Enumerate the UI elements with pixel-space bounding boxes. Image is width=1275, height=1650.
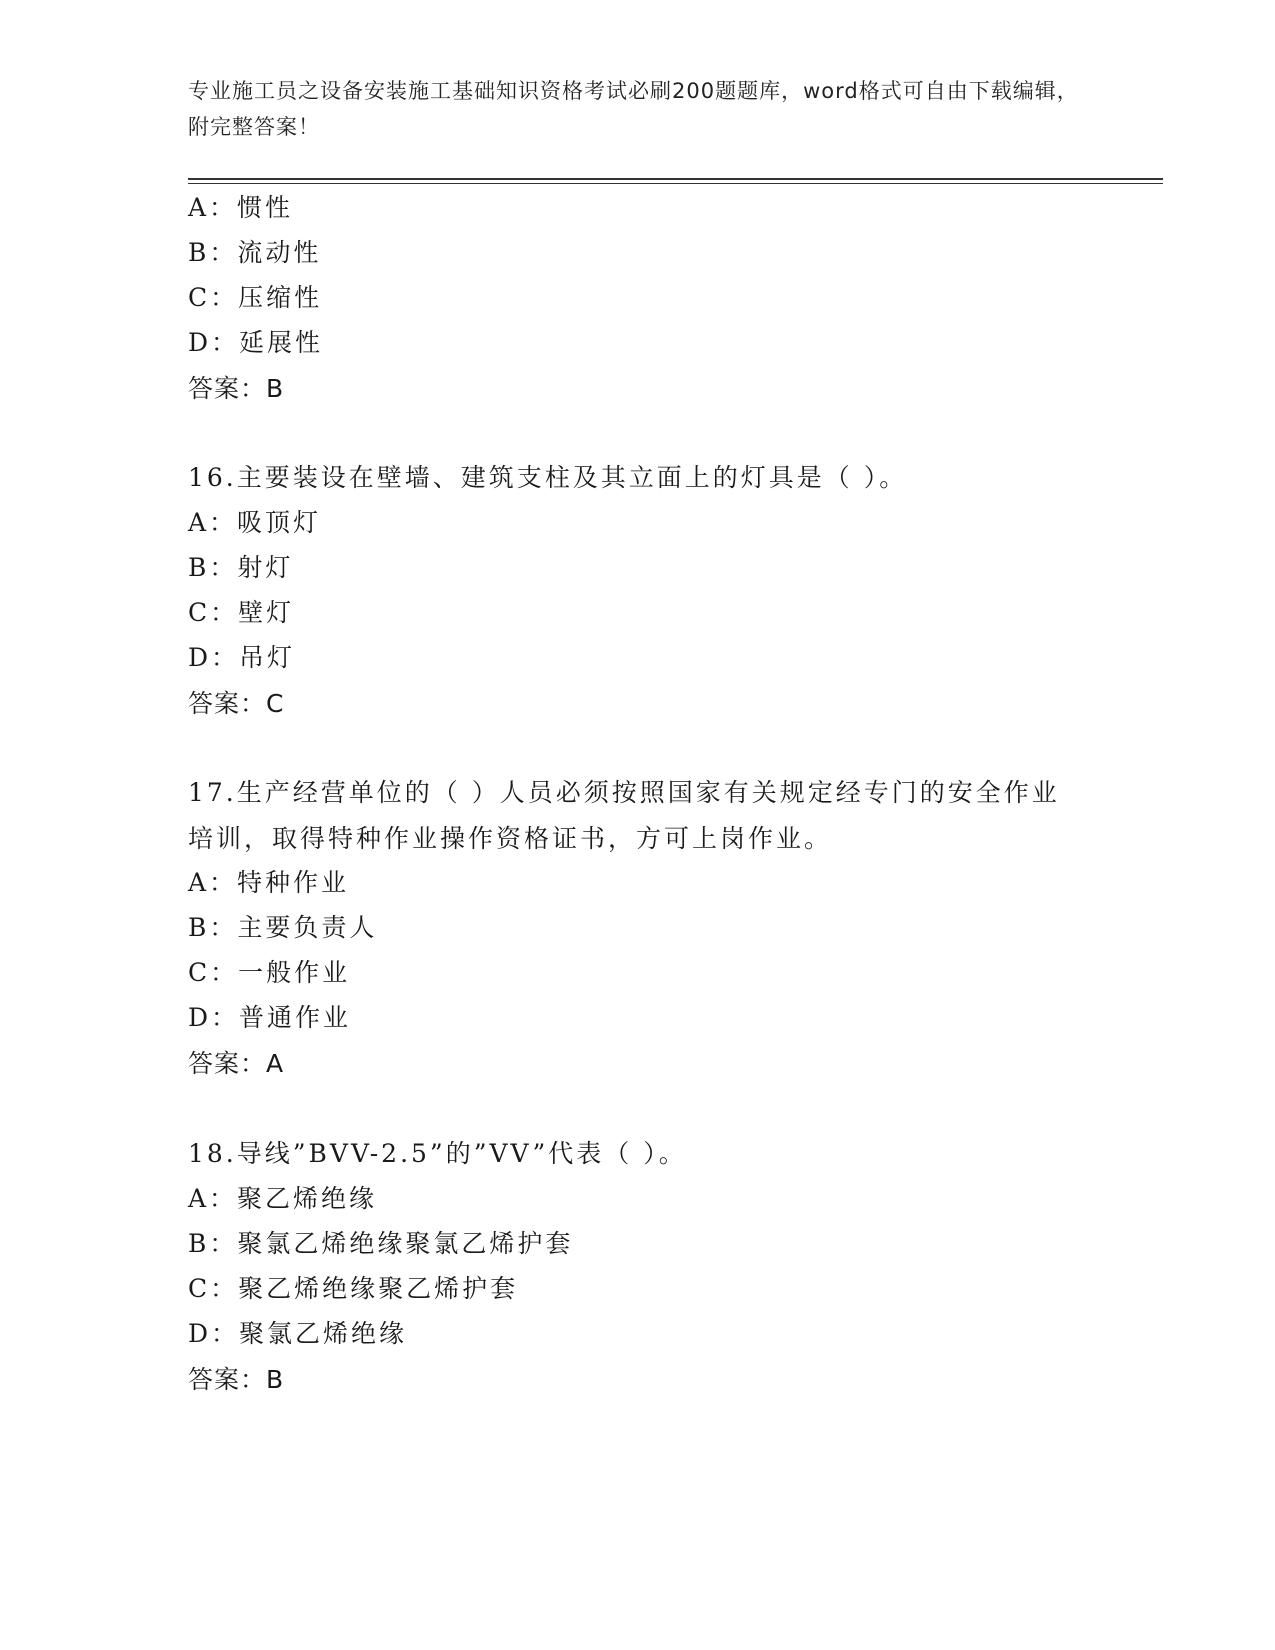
q15-option-a: A：惯性 — [188, 193, 294, 222]
q18-option-a: A：聚乙烯绝缘 — [188, 1184, 378, 1213]
q15-option-b: B：流动性 — [188, 238, 322, 267]
q15-option-d: D：延展性 — [188, 328, 324, 357]
q17-option-b: B：主要负责人 — [188, 913, 378, 942]
q18-option-b: B：聚氯乙烯绝缘聚氯乙烯护套 — [188, 1229, 574, 1258]
q18-answer: 答案：B — [188, 1365, 285, 1394]
q16-answer: 答案：C — [188, 689, 285, 718]
header-divider-thin — [188, 183, 1163, 184]
q17-option-d: D：普通作业 — [188, 1003, 352, 1032]
q17-option-a: A：特种作业 — [188, 868, 350, 897]
page-header-title: 专业施工员之设备安装施工基础知识资格考试必刷200题题库，word格式可自由下载编辑，附完整答案！ — [188, 79, 1079, 139]
q16-option-c: C：壁灯 — [188, 598, 295, 627]
q18-question: 18.导线”BVV-2.5”的”VV”代表（ ）。 — [188, 1139, 687, 1168]
q16-option-a: A：吸顶灯 — [188, 508, 322, 537]
q18-option-d: D：聚氯乙烯绝缘 — [188, 1319, 408, 1348]
q17-question: 17.生产经营单位的（ ）人员必须按照国家有关规定经专门的安全作业培训，取得特种作业操作资格证书，方可上岗作业。 — [188, 778, 1060, 853]
q18-option-c: C：聚乙烯绝缘聚乙烯护套 — [188, 1274, 519, 1303]
q17-answer: 答案：A — [188, 1049, 285, 1078]
q16-option-b: B：射灯 — [188, 553, 294, 582]
q15-answer: 答案：B — [188, 374, 285, 403]
header-divider-thick — [188, 178, 1163, 180]
q15-option-c: C：压缩性 — [188, 283, 323, 312]
q17-option-c: C：一般作业 — [188, 958, 351, 987]
q16-option-d: D：吊灯 — [188, 643, 296, 672]
q16-question: 16.主要装设在壁墙、建筑支柱及其立面上的灯具是（ ）。 — [188, 463, 908, 492]
